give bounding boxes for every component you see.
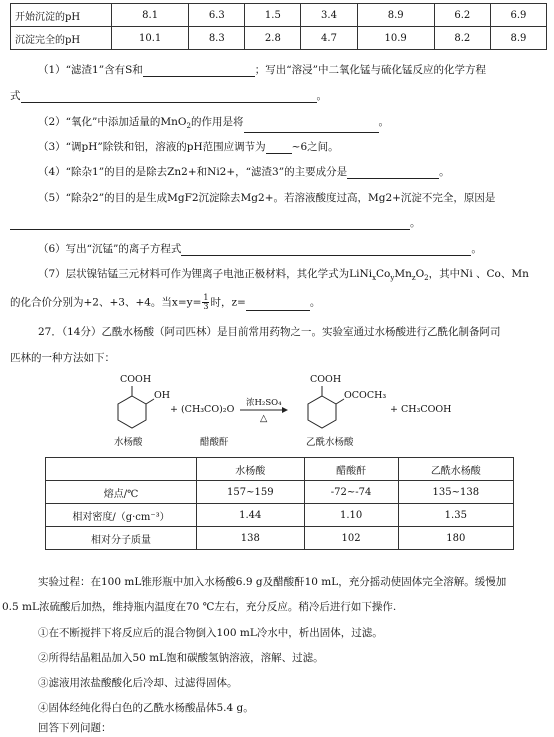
question-text: ；写出“溶浸”中二氧化锰与硫化锰反应的化学方程 [254,64,487,76]
question-7 [38,267,529,285]
properties-table [45,457,514,550]
ococh3-label: OCOCH₃ [344,390,387,401]
answer-prompt [38,721,112,735]
question-1 [38,63,486,77]
question-text: 。 [316,90,327,102]
question-text: 。 [309,296,321,309]
question-text: （2）“氧化”中添加适量的MnO [38,116,187,128]
question-text: （1）“滤渣1”含有S和 [38,64,143,76]
step-text: ②所得结晶粗品加入50 mL饱和碳酸氢钠溶液，溶解、过滤。 [38,652,324,664]
question-5 [38,191,495,205]
numerator: 1 [203,293,209,302]
compound-name: 乙酰水杨酸 [306,437,354,448]
table-header: 乙酰水杨酸 [398,458,513,481]
question-5-cont [10,216,421,230]
question-text: （4）“除杂1”的目的是除去Zn2+和Ni2+，“滤渣3”的主要成分是 [38,166,348,178]
question-text: （3）“调pH”除铁和铝，溶液的pH范围应调节为 [38,141,266,153]
table-cell: 1.5 [245,4,301,27]
table-cell: 8.9 [357,4,434,27]
table-cell: 8.9 [490,27,546,50]
paragraph-text: 0.5 mL浓硫酸后加热，维持瓶内温度在70 ℃左右，充分反应。稍冷后进行如下操作. [2,601,397,613]
answer-blank[interactable] [143,65,255,77]
question-text: 。 [378,116,390,128]
table-row [46,504,514,527]
question-4 [38,165,450,179]
table-header [46,458,197,481]
experiment-intro [38,575,506,589]
question-6 [38,242,482,256]
table-cell: 8.3 [189,27,245,50]
reagent-label: + (CH₃CO)₂O [170,404,235,415]
product-label: + CH₃COOH [390,404,452,415]
table-cell: 180 [398,527,513,550]
table-cell: 3.4 [301,4,357,27]
problem-text: 匹林的一种方法如下： [10,352,115,364]
answer-blank[interactable] [246,299,310,311]
step-text: ③滤液用浓盐酸酸化后冷却、过滤得固体。 [38,677,238,689]
subscript: 2 [424,274,429,283]
question-7-cont [10,294,320,311]
prompt-text: 回答下列问题： [38,722,112,734]
answer-blank[interactable] [21,91,317,103]
paragraph-text: 实验过程：在100 mL锥形瓶中加入水杨酸6.9 g及醋酸酐10 mL，充分摇动使固体完全溶解。缓慢加 [38,576,507,588]
table-cell: 4.7 [301,27,357,50]
table-row [11,27,547,50]
table-cell: 6.3 [189,4,245,27]
question-2 [38,115,389,133]
subscript: x [372,274,377,283]
cooh-label: COOH [310,374,342,385]
question-text: 时，z= [210,296,246,309]
question-3 [38,140,339,154]
row-label: 熔点/℃ [46,481,197,504]
step-1 [38,626,383,640]
answer-blank[interactable] [244,121,379,133]
heat-symbol: △ [260,413,268,424]
formula-text: O [415,268,425,280]
problem-text: 27．（14分）乙酰水杨酸（阿司匹林）是目前常用药物之一。实验室通过水杨酸进行乙酰化制备阿司 [38,326,501,338]
experiment-intro-cont [2,600,396,614]
question-text: ，其中Ni 、Co、Mn [428,268,529,280]
table-cell: 10.1 [112,27,189,50]
table-cell: 8.1 [112,4,189,27]
formula-text: Co [376,268,391,280]
row-label: 沉淀完全的pH [11,27,112,50]
arrow-head-icon [282,407,288,413]
oh-label: OH [154,390,171,401]
table-cell: 6.9 [490,4,546,27]
table-header-row [46,458,514,481]
row-label: 相对分子质量 [46,527,197,550]
subscript: z [411,274,416,283]
table-cell: 10.9 [357,27,434,50]
benzene-ring-icon [308,396,336,428]
problem-27-stem-cont [10,351,115,365]
question-1-cont [10,89,327,103]
reaction-scheme [100,374,460,450]
table-row [46,527,514,550]
bond [336,399,344,404]
step-text: ①在不断搅拌下将反应后的混合物倒入100 mL冷水中，析出固体，过滤。 [38,627,383,639]
table-cell: 138 [197,527,305,550]
formula-text: Mn [394,268,412,280]
table-cell: 6.2 [434,4,490,27]
subscript: y [390,274,395,283]
question-text: （5）“除杂2”的目的是生成MgF2沉淀除去Mg2+。若溶液酸度过高，Mg2+沉淀不完全，原因是 [38,192,496,204]
table-row [46,481,514,504]
answer-blank[interactable] [10,218,410,230]
condition-label: 浓H₂SO₄ [246,398,282,408]
question-text: 式 [10,90,21,102]
question-text: 的作用是将 [191,116,244,128]
table-cell: 1.44 [197,504,305,527]
table-header: 水杨酸 [197,458,305,481]
bond [146,399,154,404]
ph-table [10,3,547,50]
table-cell: 135~138 [398,481,513,504]
table-row [11,4,547,27]
compound-name: 水杨酸 [114,437,143,448]
denominator: 3 [203,302,209,311]
cooh-label: COOH [120,374,152,385]
answer-blank[interactable] [266,142,292,154]
row-label: 开始沉淀的pH [11,4,112,27]
step-text: ④固体经纯化得白色的乙酰水杨酸晶体5.4 g。 [38,702,254,714]
table-cell: 102 [304,527,398,550]
question-text: 。 [410,217,421,229]
question-text: （7）层状镍钴锰三元材料可作为锂离子电池正极材料，其化学式为LiNi [38,268,373,280]
benzene-ring-icon [118,396,146,428]
answer-blank[interactable] [347,167,439,179]
table-cell: 157~159 [197,481,305,504]
table-cell: 1.10 [304,504,398,527]
answer-blank[interactable] [181,244,471,256]
table-header: 醋酸酐 [304,458,398,481]
problem-27-stem [38,325,500,339]
question-text: ~6之间。 [291,141,339,153]
table-cell: -72~-74 [304,481,398,504]
question-text: 。 [439,166,450,178]
table-cell: 8.2 [434,27,490,50]
step-2 [38,651,324,665]
step-4 [38,701,254,715]
question-text: （6）写出“沉锰”的离子方程式 [38,243,182,255]
step-3 [38,676,238,690]
question-text: 的化合价分别为+2、+3、+4。当x=y= [10,296,202,309]
fraction [202,294,209,311]
table-cell: 1.35 [398,504,513,527]
row-label: 相对密度/（g·cm⁻³） [46,504,197,527]
table-cell: 2.8 [245,27,301,50]
compound-name: 醋酸酐 [200,437,229,448]
question-text: 。 [471,243,482,255]
subscript: 2 [186,122,192,131]
